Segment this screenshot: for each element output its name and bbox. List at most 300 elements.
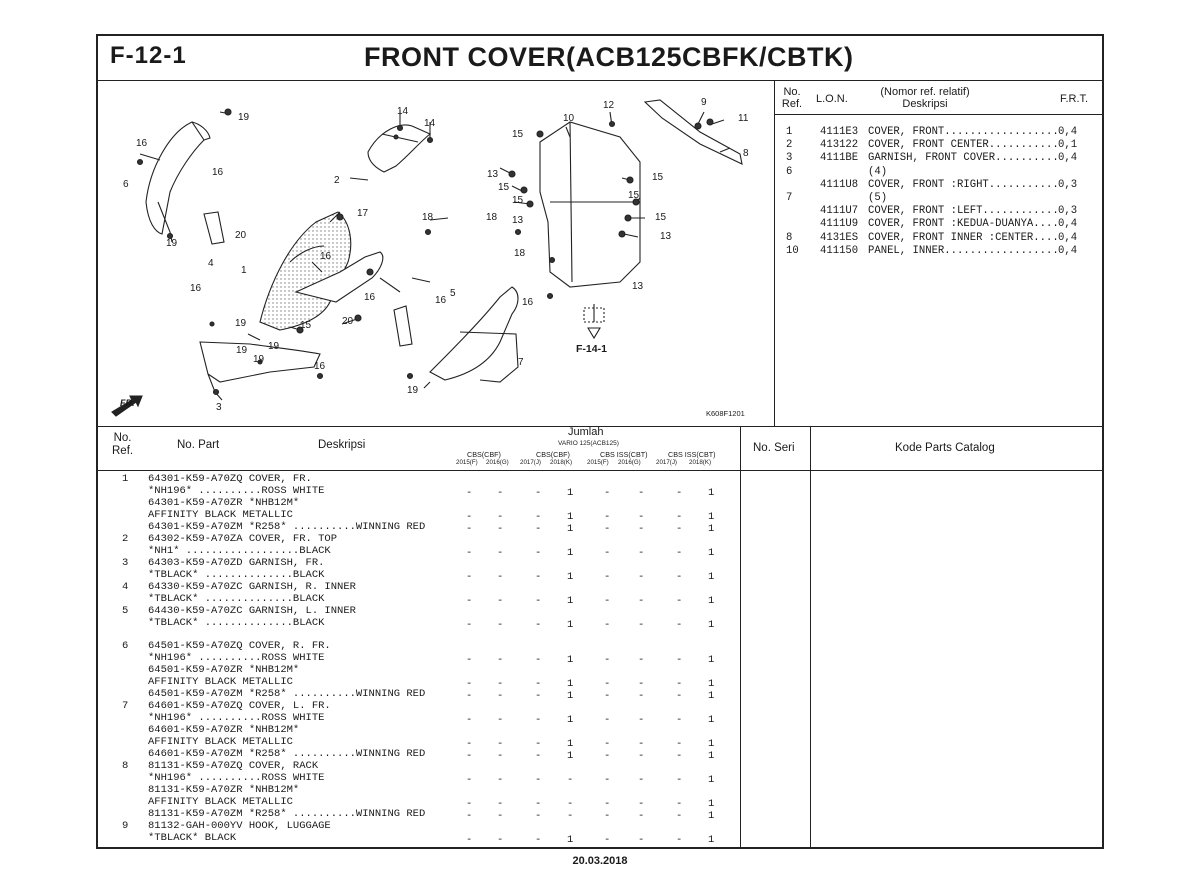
parts-row-line: 64330-K59-A70ZC GARNISH, R. INNER: [148, 581, 356, 593]
parts-row-line: AFFINITY BLACK METALLIC: [148, 736, 293, 748]
callout-number: 16: [212, 167, 224, 178]
callout-number: 18: [486, 212, 498, 223]
parts-row-qty: -: [604, 511, 611, 523]
ref-row-no: 10: [786, 244, 799, 257]
parts-row-qty: -: [466, 714, 473, 726]
ref-table-row: [782, 218, 1077, 231]
parts-row-qty: -: [604, 619, 611, 631]
parts-header-model: VARIO 125(ACB125): [558, 440, 619, 447]
parts-row-line: *TBLACK* ..............BLACK: [148, 617, 325, 629]
parts-row-qty: -: [604, 595, 611, 607]
parts-row-qty: -: [604, 774, 611, 786]
parts-row-qty: -: [604, 798, 611, 810]
ref-row-desc: COVER, FRONT CENTER...........: [868, 139, 1059, 152]
group-cbs-iss-1: CBS ISS(CBT): [600, 450, 648, 459]
callout-number: 16: [320, 251, 332, 262]
parts-row-qty: 1: [567, 750, 574, 762]
parts-row-line: 81131-K59-A70ZQ COVER, RACK: [148, 760, 319, 772]
parts-row-qty: -: [535, 654, 542, 666]
parts-row-qty: -: [676, 714, 683, 726]
ref-row-lon: 4111U8: [820, 178, 859, 191]
group-cbs-2: CBS(CBF): [536, 450, 570, 459]
callout-number: 16: [190, 283, 202, 294]
parts-row-qty: -: [535, 487, 542, 499]
parts-row-qty: -: [535, 547, 542, 559]
parts-row-qty: -: [604, 678, 611, 690]
parts-row-line: AFFINITY BLACK METALLIC: [148, 796, 293, 808]
callout-number: 19: [268, 341, 280, 352]
callout-number: 2: [334, 175, 340, 186]
parts-row-line: 64601-K59-A70ZM *R258* ..........WINNING RED: [148, 748, 426, 760]
parts-row-qty: -: [604, 714, 611, 726]
page-title: FRONT COVER(ACB125CBFK/CBTK): [364, 42, 854, 72]
parts-row-qty: -: [535, 834, 542, 846]
ref-table-row: [782, 126, 1077, 139]
callout-number: 19: [253, 354, 265, 365]
year-header: 2015(F): [587, 459, 609, 466]
parts-row-line: 64501-K59-A70ZR *NHB12M*: [148, 664, 300, 676]
ref-header-desc: (Nomor ref. relatif) Deskripsi: [880, 86, 970, 110]
parts-row-qty: -: [497, 714, 504, 726]
parts-row-qty: -: [466, 774, 473, 786]
parts-row-line: *NH196* ..........ROSS WHITE: [148, 712, 325, 724]
parts-row-qty: -: [535, 774, 542, 786]
parts-row-qty: 1: [708, 834, 715, 846]
ref-table-row: [782, 179, 1077, 192]
callout-number: 15: [300, 320, 312, 331]
year-header: 2018(K): [550, 459, 573, 466]
callout-number: 19: [166, 238, 178, 249]
ref-row-desc: COVER, FRONT :KEDUA-DUANYA....: [868, 218, 1059, 231]
parts-row-qty: -: [535, 810, 542, 822]
parts-row-qty: -: [466, 678, 473, 690]
parts-row-qty: -: [638, 738, 645, 750]
ref-row-desc: PANEL, INNER..................: [868, 244, 1059, 257]
parts-row-qty: -: [497, 738, 504, 750]
callout-number: 20: [235, 230, 247, 241]
parts-row-qty: -: [535, 523, 542, 535]
parts-row-line: *NH1* ..................BLACK: [148, 545, 331, 557]
parts-header-catalog: Kode Parts Catalog: [895, 442, 995, 454]
parts-row-qty: -: [535, 511, 542, 523]
parts-row-ref: 5: [122, 605, 129, 617]
parts-row-line: 64501-K59-A70ZQ COVER, R. FR.: [148, 640, 331, 652]
page-id: F-12-1: [110, 42, 187, 69]
parts-row-qty: -: [466, 487, 473, 499]
parts-row-qty: -: [676, 738, 683, 750]
parts-row-qty: 1: [567, 547, 574, 559]
parts-row-qty: -: [497, 834, 504, 846]
ref-row-frt: 0,1: [1058, 139, 1078, 152]
parts-row-line: 64301-K59-A70ZM *R258* ..........WINNING RED: [148, 521, 426, 533]
parts-row-qty: -: [676, 571, 683, 583]
parts-row-qty: 1: [708, 714, 715, 726]
parts-row-qty: 1: [708, 798, 715, 810]
callout-number: 9: [701, 97, 707, 108]
ref-row-frt: 0,4: [1058, 231, 1078, 244]
ref-section-link[interactable]: F-14-1: [576, 343, 607, 355]
ref-header-rule: [775, 114, 1104, 115]
year-header: 2016(G): [486, 459, 509, 466]
callout-number: 15: [655, 212, 667, 223]
parts-row-qty: -: [535, 738, 542, 750]
parts-row-qty: -: [676, 834, 683, 846]
parts-header-no: No. Ref.: [112, 432, 134, 457]
parts-row-qty: -: [676, 619, 683, 631]
callout-number: 15: [512, 129, 524, 140]
parts-row-qty: -: [497, 595, 504, 607]
callout-number: 16: [364, 292, 376, 303]
ref-row-no: 6: [786, 165, 793, 178]
year-header: 2018(K): [689, 459, 712, 466]
callout-number: 6: [123, 179, 129, 190]
ref-row-no: 8: [786, 231, 793, 244]
ref-row-lon: 4111BE: [820, 152, 859, 165]
parts-row-line: 64501-K59-A70ZM *R258* ..........WINNING RED: [148, 688, 426, 700]
callout-number: 5: [450, 288, 456, 299]
parts-row-qty: -: [638, 619, 645, 631]
parts-row-qty: -: [676, 750, 683, 762]
inner-center-part: [645, 100, 742, 164]
parts-row-line: 81132-GAH-000YV HOOK, LUGGAGE: [148, 820, 331, 832]
title-divider: [96, 80, 1104, 81]
parts-row-qty: -: [638, 714, 645, 726]
group-cbs-1: CBS(CBF): [467, 450, 501, 459]
parts-row-ref: 9: [122, 820, 129, 832]
parts-header-part: No. Part: [177, 439, 220, 451]
parts-row-qty: -: [638, 595, 645, 607]
ref-table-row: [782, 232, 1077, 245]
callout-number: 1: [241, 265, 247, 276]
ref-row-no: 3: [786, 152, 793, 165]
parts-row-qty: -: [497, 571, 504, 583]
parts-row-qty: -: [535, 690, 542, 702]
parts-row-qty: -: [466, 511, 473, 523]
parts-row-qty: -: [535, 619, 542, 631]
parts-row-qty: 1: [708, 595, 715, 607]
ref-row-desc: COVER, FRONT :LEFT............: [868, 205, 1059, 218]
parts-row-qty: -: [567, 798, 574, 810]
callout-number: 7: [518, 357, 524, 368]
parts-row-qty: -: [604, 750, 611, 762]
parts-row-qty: 1: [708, 487, 715, 499]
parts-row-qty: -: [638, 487, 645, 499]
parts-row-qty: -: [466, 750, 473, 762]
parts-row-line: 64301-K59-A70ZQ COVER, FR.: [148, 473, 312, 485]
parts-row-qty: -: [497, 547, 504, 559]
cover-front-part: [260, 212, 354, 330]
year-header: 2017(J): [520, 459, 541, 466]
ref-row-lon: 4111U9: [820, 218, 859, 231]
parts-row-qty: -: [604, 487, 611, 499]
callout-number: 19: [407, 385, 419, 396]
parts-row-qty: -: [497, 523, 504, 535]
figure-code: K608F1201: [706, 409, 745, 418]
parts-row-qty: -: [604, 571, 611, 583]
callout-number: 10: [563, 113, 575, 124]
parts-row-qty: -: [567, 774, 574, 786]
parts-row-line: 64601-K59-A70ZQ COVER, L. FR.: [148, 700, 331, 712]
parts-row-qty: -: [497, 511, 504, 523]
callout-number: 13: [512, 215, 524, 226]
parts-row-qty: 1: [708, 810, 715, 822]
parts-row-ref: 6: [122, 640, 129, 652]
parts-row-qty: 1: [567, 678, 574, 690]
parts-row-line: *NH196* ..........ROSS WHITE: [148, 652, 325, 664]
callout-number: 15: [498, 182, 510, 193]
parts-row-qty: 1: [708, 750, 715, 762]
parts-row-qty: -: [676, 774, 683, 786]
year-header: 2016(G): [618, 459, 641, 466]
callout-number: 4: [208, 258, 214, 269]
parts-row-qty: -: [676, 810, 683, 822]
year-header: 2015(F): [456, 459, 478, 466]
ref-row-no: 7: [786, 192, 793, 204]
ref-row-frt: 0,4: [1058, 152, 1078, 165]
parts-row-qty: -: [535, 750, 542, 762]
parts-row-qty: -: [676, 595, 683, 607]
parts-row-qty: -: [466, 547, 473, 559]
parts-row-qty: 1: [708, 547, 715, 559]
parts-row-qty: -: [604, 738, 611, 750]
callout-number: 19: [236, 345, 248, 356]
parts-row-ref: 8: [122, 760, 129, 772]
callout-number: 13: [487, 169, 499, 180]
ref-row-frt: 0,3: [1058, 205, 1078, 218]
ref-row-desc: COVER, FRONT..................: [868, 126, 1059, 138]
parts-row-qty: -: [567, 810, 574, 822]
callout-number: 11: [738, 113, 749, 124]
print-date: 20.03.2018: [572, 855, 628, 867]
parts-row-qty: -: [638, 523, 645, 535]
parts-row-qty: -: [638, 511, 645, 523]
parts-row-qty: 1: [708, 678, 715, 690]
parts-row-qty: -: [535, 798, 542, 810]
year-header: 2017(J): [656, 459, 677, 466]
ref-row-desc: (5): [868, 192, 888, 204]
parts-row-qty: -: [604, 523, 611, 535]
parts-row-qty: -: [638, 547, 645, 559]
parts-row-qty: -: [638, 810, 645, 822]
ref-table-row: [782, 166, 1058, 179]
cover-right-part: [146, 122, 204, 234]
parts-row-qty: -: [676, 678, 683, 690]
parts-row-qty: 1: [708, 654, 715, 666]
ref-row-lon: 4111E3: [820, 126, 859, 138]
ref-table-row: [782, 245, 1077, 258]
parts-row-line: *NH196* ..........ROSS WHITE: [148, 485, 325, 497]
callout-number: 14: [397, 106, 409, 117]
parts-header-rule: [96, 470, 1104, 471]
parts-row-qty: 1: [567, 654, 574, 666]
cover-top-part: [368, 125, 430, 172]
inner-panel-part: [540, 122, 640, 287]
parts-row-qty: -: [497, 750, 504, 762]
parts-row-qty: -: [466, 654, 473, 666]
parts-row-ref: 1: [122, 473, 129, 485]
parts-row-qty: -: [604, 654, 611, 666]
callout-number: 12: [603, 100, 615, 111]
group-cbs-iss-2: CBS ISS(CBT): [668, 450, 716, 459]
parts-row-qty: 1: [708, 774, 715, 786]
ref-row-frt: 0,4: [1058, 244, 1078, 257]
ref-row-lon: 4131ES: [820, 231, 859, 244]
parts-row-qty: 1: [567, 619, 574, 631]
ref-row-desc: COVER, FRONT INNER :CENTER....: [868, 231, 1059, 244]
ref-table-row: [782, 205, 1077, 218]
callout-number: 15: [628, 190, 640, 201]
ref-row-no: 1: [786, 126, 793, 138]
callout-number: 20: [342, 316, 354, 327]
garnish-right-inner: [204, 212, 224, 244]
parts-row-qty: 1: [708, 571, 715, 583]
parts-row-qty: -: [676, 690, 683, 702]
callout-number: 15: [512, 195, 524, 206]
parts-row-qty: -: [466, 595, 473, 607]
parts-row-qty: 1: [567, 714, 574, 726]
serial-catalog-divider: [810, 426, 811, 849]
callout-number: 19: [238, 112, 250, 123]
callout-number: 18: [514, 248, 526, 259]
parts-row-qty: -: [466, 738, 473, 750]
callout-number: 18: [422, 212, 434, 223]
parts-row-line: *TBLACK* ..............BLACK: [148, 569, 325, 581]
ref-row-desc: COVER, FRONT :RIGHT...........: [868, 178, 1059, 191]
parts-row-qty: 1: [708, 523, 715, 535]
parts-row-line: AFFINITY BLACK METALLIC: [148, 509, 293, 521]
callout-number: 3: [216, 402, 222, 413]
parts-row-qty: -: [497, 798, 504, 810]
parts-row-qty: -: [497, 619, 504, 631]
parts-row-qty: -: [466, 810, 473, 822]
callout-number: 16: [314, 361, 326, 372]
ref-row-frt: 0,4: [1058, 126, 1078, 138]
callout-number: 19: [235, 318, 247, 329]
callout-number: 15: [652, 172, 664, 183]
parts-row-qty: 1: [567, 511, 574, 523]
parts-row-qty: -: [604, 690, 611, 702]
parts-row-qty: -: [535, 714, 542, 726]
parts-row-qty: -: [638, 690, 645, 702]
parts-header-serial: No. Seri: [753, 442, 795, 454]
ref-row-lon: 413122: [820, 139, 859, 152]
parts-row-qty: -: [676, 523, 683, 535]
parts-row-qty: -: [535, 571, 542, 583]
callout-number: 8: [743, 148, 749, 159]
parts-row-qty: -: [535, 678, 542, 690]
parts-row-line: *TBLACK* ..............BLACK: [148, 593, 325, 605]
parts-row-line: *TBLACK* BLACK: [148, 832, 237, 844]
ref-table-row: [782, 192, 1058, 205]
parts-row-qty: -: [676, 547, 683, 559]
parts-row-qty: -: [638, 774, 645, 786]
exploded-diagram: [100, 82, 772, 424]
parts-row-line: 64302-K59-A70ZA COVER, FR. TOP: [148, 533, 338, 545]
ref-row-frt: 0,4: [1058, 218, 1078, 231]
parts-row-ref: 3: [122, 557, 129, 569]
parts-row-qty: -: [466, 571, 473, 583]
parts-row-qty: -: [497, 690, 504, 702]
ref-row-desc: (4): [868, 165, 888, 178]
parts-row-ref: 4: [122, 581, 129, 593]
callout-number: 16: [435, 295, 447, 306]
fr-direction-label: FR.: [120, 398, 135, 408]
parts-row-qty: -: [676, 798, 683, 810]
ref-table-row: [782, 139, 1077, 152]
parts-row-qty: -: [535, 595, 542, 607]
parts-row-qty: -: [604, 547, 611, 559]
parts-row-qty: 1: [567, 834, 574, 846]
parts-row-qty: 1: [567, 690, 574, 702]
parts-header-desc: Deskripsi: [318, 439, 366, 451]
parts-row-qty: -: [497, 678, 504, 690]
callout-number: 13: [632, 281, 644, 292]
parts-row-qty: 1: [567, 523, 574, 535]
parts-row-qty: -: [638, 798, 645, 810]
parts-header-jumlah: Jumlah: [568, 426, 604, 438]
ref-row-frt: 0,3: [1058, 178, 1078, 191]
parts-row-line: AFFINITY BLACK METALLIC: [148, 676, 293, 688]
parts-row-qty: -: [604, 834, 611, 846]
parts-row-line: 64301-K59-A70ZR *NHB12M*: [148, 497, 300, 509]
parts-row-qty: -: [497, 774, 504, 786]
callout-number: 16: [522, 297, 534, 308]
parts-row-line: *NH196* ..........ROSS WHITE: [148, 772, 325, 784]
parts-row-line: 81131-K59-A70ZM *R258* ..........WINNING RED: [148, 808, 426, 820]
ref-row-no: 2: [786, 139, 793, 152]
parts-row-qty: -: [638, 571, 645, 583]
parts-row-qty: 1: [708, 511, 715, 523]
parts-row-qty: -: [676, 654, 683, 666]
ref-header-frt: F.R.T.: [1060, 93, 1089, 105]
parts-row-qty: -: [497, 810, 504, 822]
parts-row-qty: -: [676, 511, 683, 523]
parts-row-qty: -: [466, 690, 473, 702]
parts-row-qty: 1: [567, 487, 574, 499]
parts-row-qty: -: [676, 487, 683, 499]
parts-row-qty: -: [466, 834, 473, 846]
parts-row-qty: -: [604, 810, 611, 822]
parts-row-qty: -: [497, 654, 504, 666]
ref-table-row: [782, 152, 1077, 165]
parts-row-qty: -: [466, 798, 473, 810]
callout-number: 17: [357, 208, 369, 219]
parts-row-ref: 7: [122, 700, 129, 712]
parts-row-qty: 1: [708, 690, 715, 702]
parts-row-ref: 2: [122, 533, 129, 545]
parts-serial-divider: [740, 426, 741, 849]
callout-number: 13: [660, 231, 672, 242]
parts-row-qty: 1: [708, 619, 715, 631]
parts-row-line: 64430-K59-A70ZC GARNISH, L. INNER: [148, 605, 356, 617]
parts-row-qty: 1: [708, 738, 715, 750]
callout-number: 14: [424, 118, 436, 129]
parts-row-qty: -: [466, 523, 473, 535]
parts-row-qty: 1: [567, 595, 574, 607]
parts-row-line: 81131-K59-A70ZR *NHB12M*: [148, 784, 300, 796]
parts-row-qty: -: [638, 834, 645, 846]
ref-row-desc: GARNISH, FRONT COVER..........: [868, 152, 1059, 165]
parts-row-qty: 1: [567, 738, 574, 750]
parts-row-qty: -: [466, 619, 473, 631]
ref-header-lon: L.O.N.: [816, 93, 848, 105]
parts-row-qty: -: [638, 678, 645, 690]
parts-row-line: 64303-K59-A70ZD GARNISH, FR.: [148, 557, 325, 569]
parts-row-qty: -: [638, 654, 645, 666]
ref-row-lon: 4111U7: [820, 205, 859, 218]
ref-table-divider: [774, 81, 775, 426]
ref-row-lon: 411150: [820, 244, 859, 257]
